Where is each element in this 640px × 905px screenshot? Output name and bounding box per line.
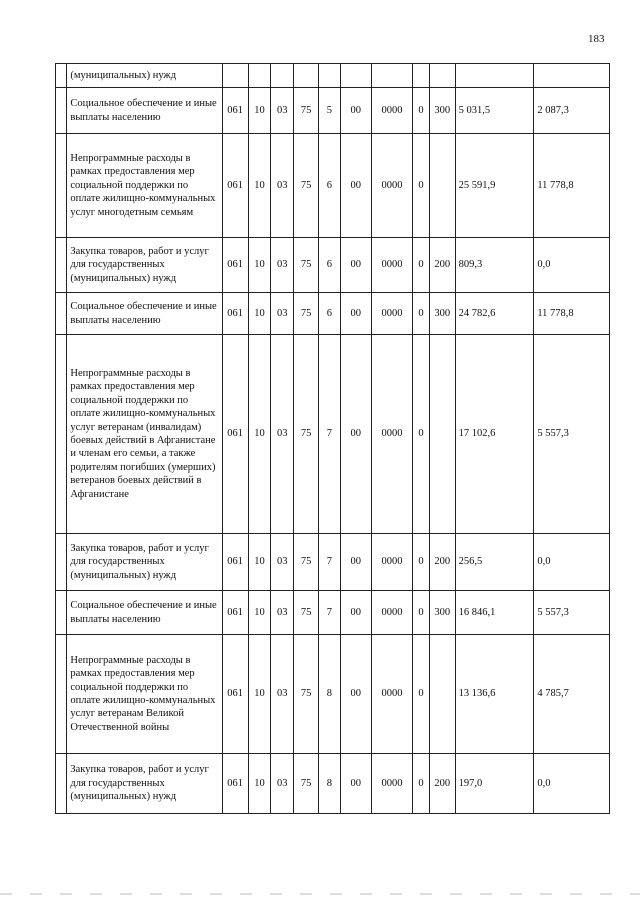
cell-amount-plan: 24 782,6 — [455, 293, 534, 335]
cell-program: 75 — [294, 335, 319, 534]
cell-code — [413, 64, 430, 88]
cell-section: 10 — [248, 134, 271, 238]
cell-program: 75 — [294, 591, 319, 635]
cell-main-event: 00 — [340, 335, 371, 534]
cell-subprogram: 7 — [318, 534, 340, 591]
cell-code: 0 — [413, 534, 430, 591]
cell-grbs: 061 — [222, 635, 248, 754]
cell-expense-type: 200 — [429, 534, 455, 591]
cell-direction: 0000 — [371, 88, 412, 134]
cell-direction: 0000 — [371, 134, 412, 238]
cell-program: 75 — [294, 293, 319, 335]
cell-code: 0 — [413, 134, 430, 238]
cell-direction: 0000 — [371, 335, 412, 534]
cell-blank — [56, 293, 67, 335]
cell-expense-name: Непрограммные расходы в рамках предоставления мер социальной поддержки по оплате жилищно-коммунальных услуг многодетным семьям — [67, 134, 222, 238]
cell-program: 75 — [294, 635, 319, 754]
cell-program: 75 — [294, 88, 319, 134]
cell-amount-plan: 197,0 — [455, 754, 534, 814]
cell-expense-type: 200 — [429, 238, 455, 293]
cell-amount-actual: 0,0 — [534, 534, 610, 591]
cell-subsection: 03 — [271, 534, 294, 591]
table-row — [56, 88, 610, 134]
cell-main-event — [340, 64, 371, 88]
cell-grbs: 061 — [222, 238, 248, 293]
cell-section: 10 — [248, 88, 271, 134]
cell-code: 0 — [413, 88, 430, 134]
cell-blank — [56, 591, 67, 635]
cell-amount-plan: 809,3 — [455, 238, 534, 293]
cell-expense-type: 300 — [429, 591, 455, 635]
cell-blank — [56, 88, 67, 134]
cell-blank — [56, 335, 67, 534]
cell-amount-actual: 0,0 — [534, 238, 610, 293]
cell-main-event: 00 — [340, 88, 371, 134]
cell-subprogram: 8 — [318, 635, 340, 754]
cell-main-event: 00 — [340, 134, 371, 238]
cell-expense-type — [429, 635, 455, 754]
cell-grbs: 061 — [222, 534, 248, 591]
cell-expense-name: Социальное обеспечение и иные выплаты населению — [67, 591, 222, 635]
cell-blank — [56, 534, 67, 591]
cell-expense-name: Непрограммные расходы в рамках предоставления мер социальной поддержки по оплате жилищно-коммунальных услуг ветеранам Великой Отечественной войны — [67, 635, 222, 754]
cell-amount-actual: 11 778,8 — [534, 134, 610, 238]
cell-expense-name: (муниципальных) нужд — [67, 64, 222, 88]
cell-program: 75 — [294, 754, 319, 814]
cell-blank — [56, 64, 67, 88]
cell-amount-actual — [534, 64, 610, 88]
cell-main-event: 00 — [340, 635, 371, 754]
cell-amount-actual: 2 087,3 — [534, 88, 610, 134]
cell-subprogram: 6 — [318, 238, 340, 293]
page-number: 183 — [588, 33, 605, 45]
cell-subprogram: 7 — [318, 591, 340, 635]
cell-direction: 0000 — [371, 293, 412, 335]
cell-subsection: 03 — [271, 635, 294, 754]
budget-table — [55, 63, 610, 814]
cell-blank — [56, 754, 67, 814]
cell-main-event: 00 — [340, 534, 371, 591]
cell-grbs: 061 — [222, 754, 248, 814]
cell-program — [294, 64, 319, 88]
cell-expense-type — [429, 134, 455, 238]
cell-main-event: 00 — [340, 591, 371, 635]
cell-main-event: 00 — [340, 293, 371, 335]
cell-grbs: 061 — [222, 335, 248, 534]
cell-expense-name: Социальное обеспечение и иные выплаты населению — [67, 88, 222, 134]
cell-amount-actual: 0,0 — [534, 754, 610, 814]
cell-section: 10 — [248, 534, 271, 591]
cell-section: 10 — [248, 635, 271, 754]
cell-main-event: 00 — [340, 754, 371, 814]
cell-code: 0 — [413, 591, 430, 635]
cell-section: 10 — [248, 293, 271, 335]
cell-expense-name: Непрограммные расходы в рамках предоставления мер социальной поддержки по оплате жилищно-коммунальных услуг ветеранам (инвалидам) боевых действий в Афганистане и членам его семьи, а также родителям погибших (умерших) ветеранов боевых действий в Афганистане — [67, 335, 222, 534]
cell-expense-type: 200 — [429, 754, 455, 814]
cell-amount-plan: 16 846,1 — [455, 591, 534, 635]
cell-direction: 0000 — [371, 754, 412, 814]
table-row — [56, 238, 610, 293]
cell-code: 0 — [413, 238, 430, 293]
cell-blank — [56, 635, 67, 754]
cell-subprogram: 7 — [318, 335, 340, 534]
cell-direction: 0000 — [371, 635, 412, 754]
cell-section: 10 — [248, 591, 271, 635]
cell-program: 75 — [294, 238, 319, 293]
cell-main-event: 00 — [340, 238, 371, 293]
cell-subprogram: 6 — [318, 293, 340, 335]
cell-amount-plan: 256,5 — [455, 534, 534, 591]
cell-blank — [56, 238, 67, 293]
cell-subsection: 03 — [271, 88, 294, 134]
cell-program: 75 — [294, 134, 319, 238]
table-row — [56, 534, 610, 591]
cell-subsection: 03 — [271, 591, 294, 635]
table-row — [56, 335, 610, 534]
cell-subprogram — [318, 64, 340, 88]
table-row — [56, 591, 610, 635]
cell-expense-type: 300 — [429, 88, 455, 134]
cell-amount-plan: 25 591,9 — [455, 134, 534, 238]
cell-amount-actual: 5 557,3 — [534, 591, 610, 635]
cell-subprogram: 6 — [318, 134, 340, 238]
cell-amount-actual: 11 778,8 — [534, 293, 610, 335]
cell-subsection: 03 — [271, 238, 294, 293]
cell-amount-actual: 4 785,7 — [534, 635, 610, 754]
cell-expense-name: Закупка товаров, работ и услуг для государственных (муниципальных) нужд — [67, 534, 222, 591]
cell-direction: 0000 — [371, 238, 412, 293]
cell-subsection: 03 — [271, 134, 294, 238]
cell-subsection — [271, 64, 294, 88]
cell-grbs: 061 — [222, 134, 248, 238]
cell-section — [248, 64, 271, 88]
cell-program: 75 — [294, 534, 319, 591]
cell-blank — [56, 134, 67, 238]
cell-subsection: 03 — [271, 335, 294, 534]
cell-direction — [371, 64, 412, 88]
table-row — [56, 635, 610, 754]
cell-amount-plan: 13 136,6 — [455, 635, 534, 754]
cell-grbs — [222, 64, 248, 88]
cell-direction: 0000 — [371, 534, 412, 591]
cell-subsection: 03 — [271, 754, 294, 814]
table-row — [56, 64, 610, 88]
cell-section: 10 — [248, 335, 271, 534]
cell-code: 0 — [413, 293, 430, 335]
cell-amount-plan: 5 031,5 — [455, 88, 534, 134]
cell-amount-plan: 17 102,6 — [455, 335, 534, 534]
cell-subsection: 03 — [271, 293, 294, 335]
cell-expense-type — [429, 335, 455, 534]
cell-expense-type: 300 — [429, 293, 455, 335]
table-row — [56, 754, 610, 814]
cell-code: 0 — [413, 635, 430, 754]
cell-code: 0 — [413, 335, 430, 534]
cell-expense-name: Социальное обеспечение и иные выплаты населению — [67, 293, 222, 335]
scan-artifact — [0, 893, 640, 895]
table-row — [56, 134, 610, 238]
cell-code: 0 — [413, 754, 430, 814]
cell-direction: 0000 — [371, 591, 412, 635]
cell-expense-name: Закупка товаров, работ и услуг для государственных (муниципальных) нужд — [67, 238, 222, 293]
cell-amount-actual: 5 557,3 — [534, 335, 610, 534]
cell-subprogram: 5 — [318, 88, 340, 134]
cell-section: 10 — [248, 238, 271, 293]
cell-expense-type — [429, 64, 455, 88]
cell-expense-name: Закупка товаров, работ и услуг для государственных (муниципальных) нужд — [67, 754, 222, 814]
cell-amount-plan — [455, 64, 534, 88]
cell-grbs: 061 — [222, 88, 248, 134]
cell-subprogram: 8 — [318, 754, 340, 814]
cell-grbs: 061 — [222, 591, 248, 635]
cell-grbs: 061 — [222, 293, 248, 335]
table-row — [56, 293, 610, 335]
cell-section: 10 — [248, 754, 271, 814]
